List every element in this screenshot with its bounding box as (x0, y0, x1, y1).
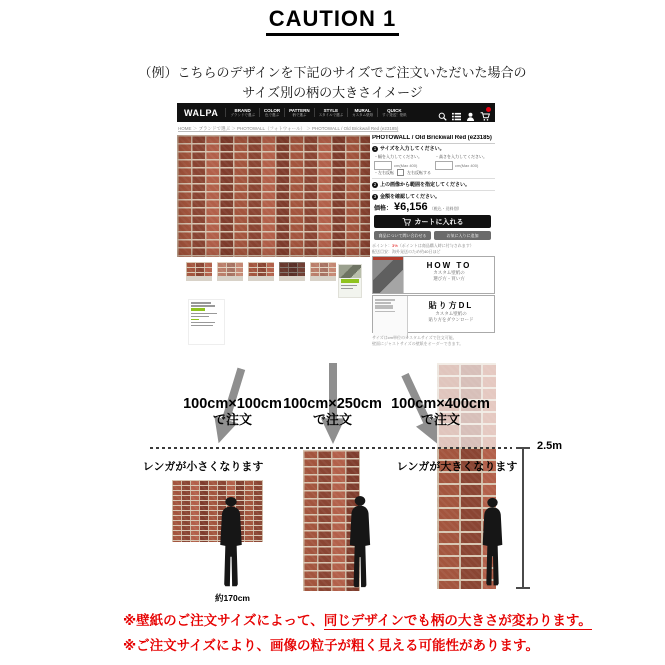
secondary-buttons (374, 231, 491, 240)
thumbnail-1[interactable] (186, 262, 212, 281)
mini-card[interactable] (338, 264, 362, 298)
step-3-number: 3 (373, 194, 377, 199)
search-icon[interactable] (438, 108, 447, 117)
walpa-logo[interactable]: WALPA (184, 107, 219, 118)
wall-height-tick-top (516, 447, 530, 449)
person-silhouette-right (477, 497, 508, 590)
wall-height-label: 2.5m (537, 440, 563, 452)
flip-checkbox[interactable] (397, 169, 404, 176)
subtitle-line2: サイズ別の柄の大きさイメージ (242, 85, 423, 100)
order-label-100x100: 100cm×100cm で注文 (183, 396, 282, 427)
wall-height-line (522, 449, 524, 588)
add-to-cart-button[interactable]: カートに入れる (374, 215, 491, 228)
cart-badge (486, 107, 491, 112)
person-silhouette-left (214, 496, 248, 591)
height-field-group: ・高さを入力してください。 cm(Max 400) (435, 154, 487, 168)
order-label-100x250: 100cm×250cm で注文 (283, 396, 382, 427)
nav-item-brand[interactable]: BRAND ブランドで選ぶ (225, 108, 259, 117)
thumbnail-3[interactable] (248, 262, 274, 281)
flip-row: ・左右反転 左右反転する (374, 169, 431, 175)
product-title: PHOTOWALL / Old Brickwall Red (e23185) (372, 135, 495, 144)
caption-bricks-smaller: レンガが小さくなります (142, 461, 264, 473)
thumbnail-2[interactable] (217, 262, 243, 281)
howto-photo (373, 257, 404, 293)
wall-height-tick-bottom (516, 587, 530, 589)
caution-note-2: ※ご注文サイズにより、画像の粒子が粗く見える可能性があります。 (123, 638, 539, 653)
step-2-number: 2 (373, 182, 377, 187)
nav-item-mural[interactable]: MURAL カスタム壁紙 (347, 108, 377, 117)
cart-button-icon (402, 218, 411, 226)
howto-banner[interactable]: HOW TO カスタム壁紙の 選び方・買い方 (372, 256, 495, 294)
height-input[interactable] (435, 161, 453, 170)
mini-card-photo (339, 265, 361, 278)
cart-icon[interactable] (480, 108, 489, 117)
mini-card-accent (341, 279, 359, 283)
order-label-100x400: 100cm×400cm で注文 (391, 396, 490, 427)
caption-bricks-bigger: レンガが大きくなります (396, 461, 518, 473)
price-value: ¥6,156 (394, 201, 428, 213)
thumbnail-4[interactable] (279, 262, 305, 281)
favorite-button[interactable]: お気に入りに追加 (434, 231, 491, 240)
step-2: 2 上の画像から範囲を指定してください。 (373, 182, 471, 188)
width-field-group: ・幅を入力してください。 cm(Max 400) (374, 154, 422, 168)
thumbnail-row (186, 262, 336, 281)
main-nav (225, 103, 410, 122)
site-header (177, 103, 495, 122)
inquiry-button[interactable]: 商品について問い合わせる (374, 231, 431, 240)
nav-item-quick[interactable]: QUICK すぐ発送！壁紙 (377, 108, 411, 117)
website-screenshot (175, 100, 497, 356)
header-icons (438, 108, 495, 117)
person-height-label: 約170cm (215, 593, 250, 603)
nav-item-pattern[interactable]: PATTERN 柄で選ぶ (284, 108, 314, 117)
step-1-number: 1 (373, 146, 377, 151)
nav-item-style[interactable]: STYLE スタイルで選ぶ (314, 108, 347, 117)
step-3: 3 金額を確認してください。 (373, 194, 441, 200)
download-banner[interactable]: 貼り方DL カスタム壁紙の 貼り方をダウンロード (372, 295, 495, 333)
product-main-image[interactable] (177, 135, 370, 257)
download-doc-thumb (373, 296, 408, 338)
spec-card (188, 299, 225, 345)
price-row: 価格： ¥6,156 （税込・送料別） (374, 201, 462, 213)
step-1: 1 サイズを入力してください。 (373, 146, 445, 152)
panel-footnote-1: サイズはcm単位のカスタムサイズで注文可能。 (372, 335, 457, 340)
user-icon[interactable] (466, 108, 475, 117)
product-panel (372, 135, 495, 350)
breadcrumb[interactable]: HOME ＞ ブランドで選ぶ ＞ PHOTOWALL（フォトウォール） ＞ PHOTOWALL / Old Brickwall Red (e23185) (178, 126, 399, 131)
caution-note-1: ※壁紙のご注文サイズによって、同じデザインでも柄の大きさが変わります。 (123, 613, 592, 628)
subtitle-line1: （例）こちらのデザインを下記のサイズでご注文いただいた場合の (138, 65, 527, 80)
person-silhouette-middle (344, 495, 376, 592)
list-icon[interactable] (452, 108, 461, 117)
page-title: CAUTION 1 (0, 6, 665, 36)
nav-item-color[interactable]: COLOR 色で選ぶ (259, 108, 284, 117)
panel-footnote-2: 壁面にジャストサイズの壁紙をオーダーできます。 (372, 341, 464, 346)
point-note: ポイント：3%（ポイントは商品購入時に付与されます） (372, 243, 474, 248)
ceiling-dashed-line (150, 447, 512, 449)
thumbnail-5[interactable] (310, 262, 336, 281)
shipping-note: 配送目安：海外発送のため約40日ほど (372, 249, 441, 254)
